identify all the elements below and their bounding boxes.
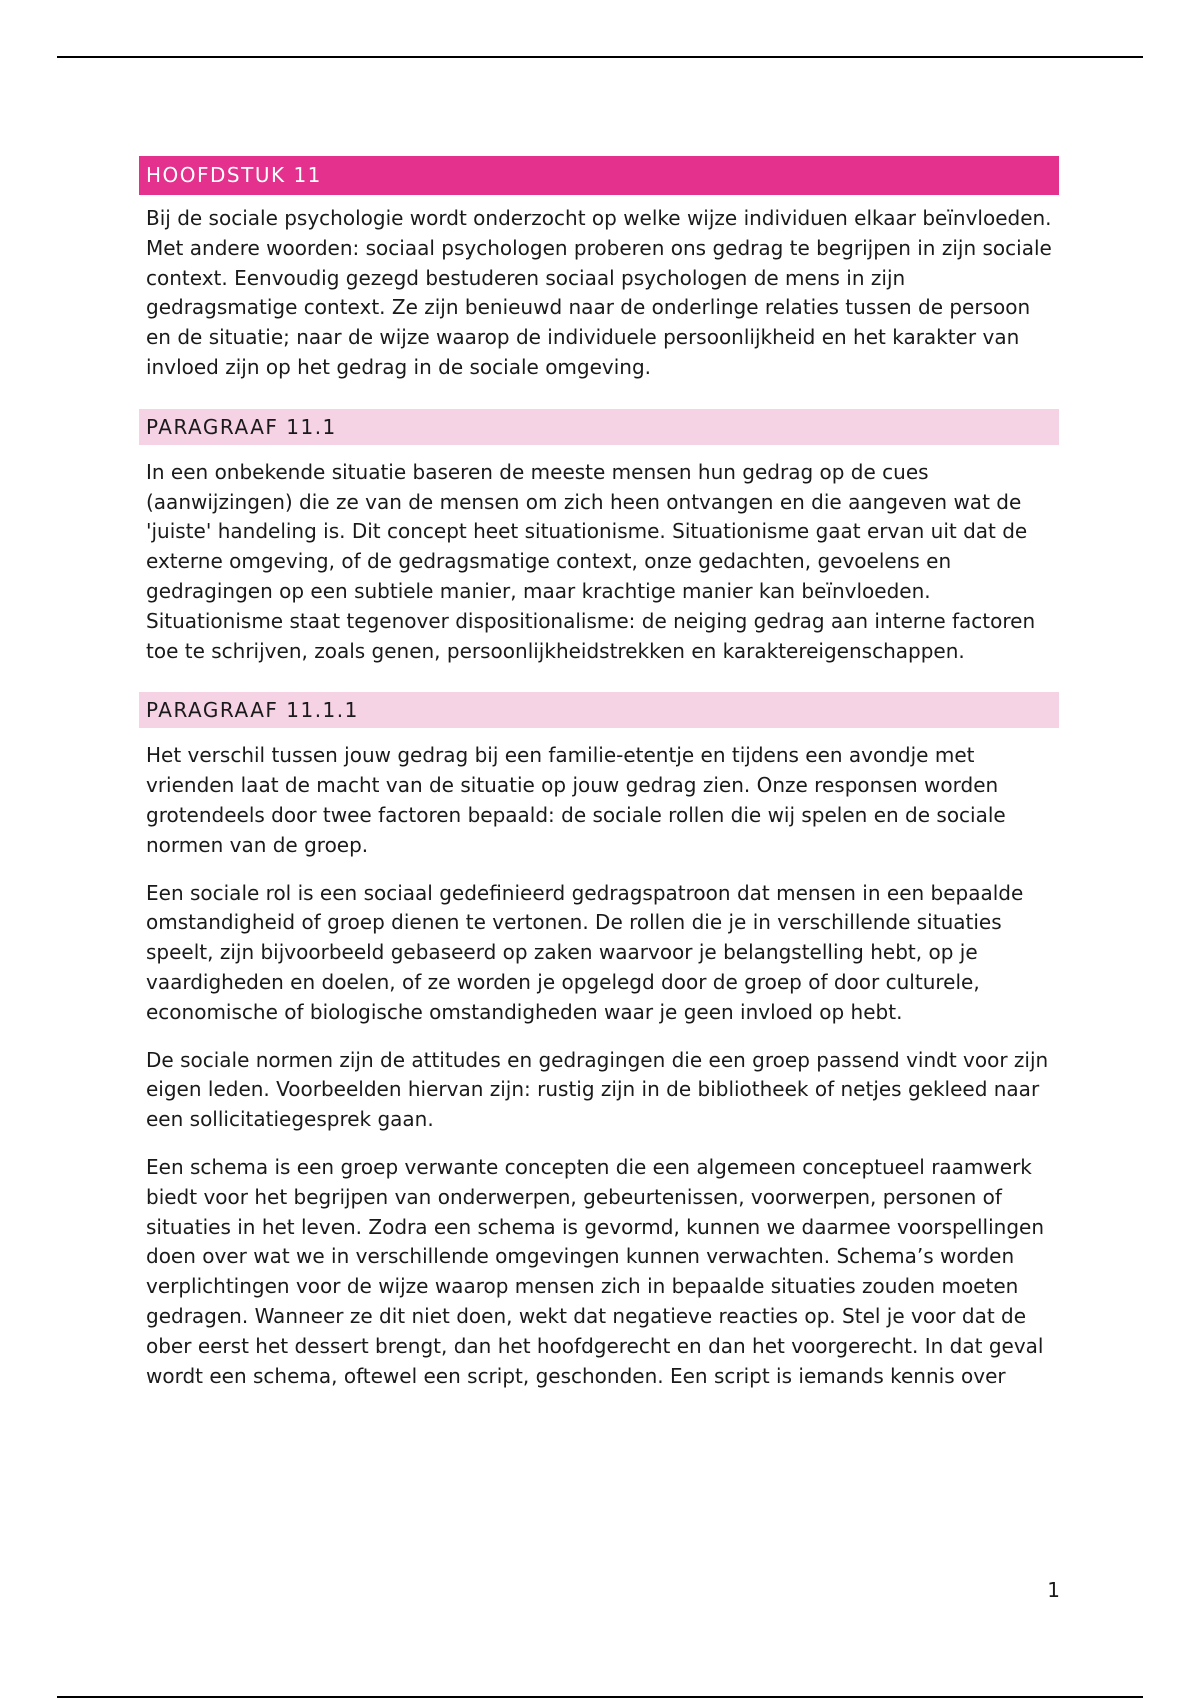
page-number: 1 xyxy=(1047,1578,1060,1602)
section-11-1-1-paragraph-4: Een schema is een groep verwante concepten die een algemeen conceptueel raamwerk biedt voor het begrijpen van onderwerpen, gebeurtenissen, voorwerpen, personen of situaties in het leven. Zodra een schema is gevormd, kunnen we daarmee voorspellingen doen over wat we in verschillende omgevingen kunnen verwachten. Schema’s worden verplichtingen voor de wijze waarop mensen zich in bepaalde situaties zouden moeten gedragen. Wanneer ze dit niet doen, wekt dat negatieve reacties op. Stel je voor dat de ober eerst het dessert brengt, dan het hoofdgerecht en dan het voorgerecht. In dat geval wordt een schema, oftewel een script, geschonden. Een script is iemands kennis over xyxy=(146,1154,1045,1388)
page-content xyxy=(139,156,1059,1409)
section-heading-11-1: PARAGRAAF 11.1 xyxy=(139,409,1059,445)
section-11-1-1-paragraph-3: De sociale normen zijn de attitudes en gedragingen die een groep passend vindt voor zijn eigen leden. Voorbeelden hiervan zijn: rustig zijn in de bibliotheek of netjes gekleed naar een sollicitatiegesprek gaan. xyxy=(146,1047,1049,1132)
top-rule xyxy=(57,56,1143,58)
bottom-rule xyxy=(57,1696,1143,1698)
section-11-1-1-paragraph-1: Het verschil tussen jouw gedrag bij een familie-etentje en tijdens een avondje met vrienden laat de macht van de situatie op jouw gedrag zien. Onze responsen worden grotendeels door twee factoren bepaald: de sociale rollen die wij spelen en de sociale normen van de groep. xyxy=(146,743,1006,857)
section-11-1-1-paragraph-2: Een sociale rol is een sociaal gedefinieerd gedragspatroon dat mensen in een bepaalde omstandigheid of groep dienen te vertonen. De rollen die je in verschillende situaties speelt, zijn bijvoorbeeld gebaseerd op zaken waarvoor je belangstelling hebt, op je vaardigheden en doelen, of ze worden je opgelegd door de groep of door culturele, economische of biologische omstandigheden waar je geen invloed op hebt. xyxy=(146,880,1024,1024)
chapter-heading: HOOFDSTUK 11 xyxy=(139,156,1059,195)
section-11-1-paragraph: In een onbekende situatie baseren de meeste mensen hun gedrag op de cues (aanwijzingen) die ze van de mensen om zich heen ontvangen en die aangeven wat de 'juiste' handeling is. Dit concept heet situationisme. Situationisme gaat ervan uit dat de externe omgeving, of de gedragsmatige context, onze gedachten, gevoelens en gedragingen op een subtiele manier, maar krachtige manier kan beïnvloeden. Situationisme staat tegenover dispositionalisme: de neiging gedrag aan interne factoren toe te schrijven, zoals genen, persoonlijkheidstrekken en karaktereigenschappen. xyxy=(146,459,1036,663)
chapter-intro-paragraph: Bij de sociale psychologie wordt onderzocht op welke wijze individuen elkaar beïnvloeden. Met andere woorden: sociaal psychologen proberen ons gedrag te begrijpen in zijn sociale context. Eenvoudig gezegd bestuderen sociaal psychologen de mens in zijn gedragsmatige context. Ze zijn benieuwd naar de onderlinge relaties tussen de persoon en de situatie; naar de wijze waarop de individuele persoonlijkheid en het karakter van invloed zijn op het gedrag in de sociale omgeving. xyxy=(146,206,1052,379)
section-heading-11-1-1: PARAGRAAF 11.1.1 xyxy=(139,692,1059,728)
